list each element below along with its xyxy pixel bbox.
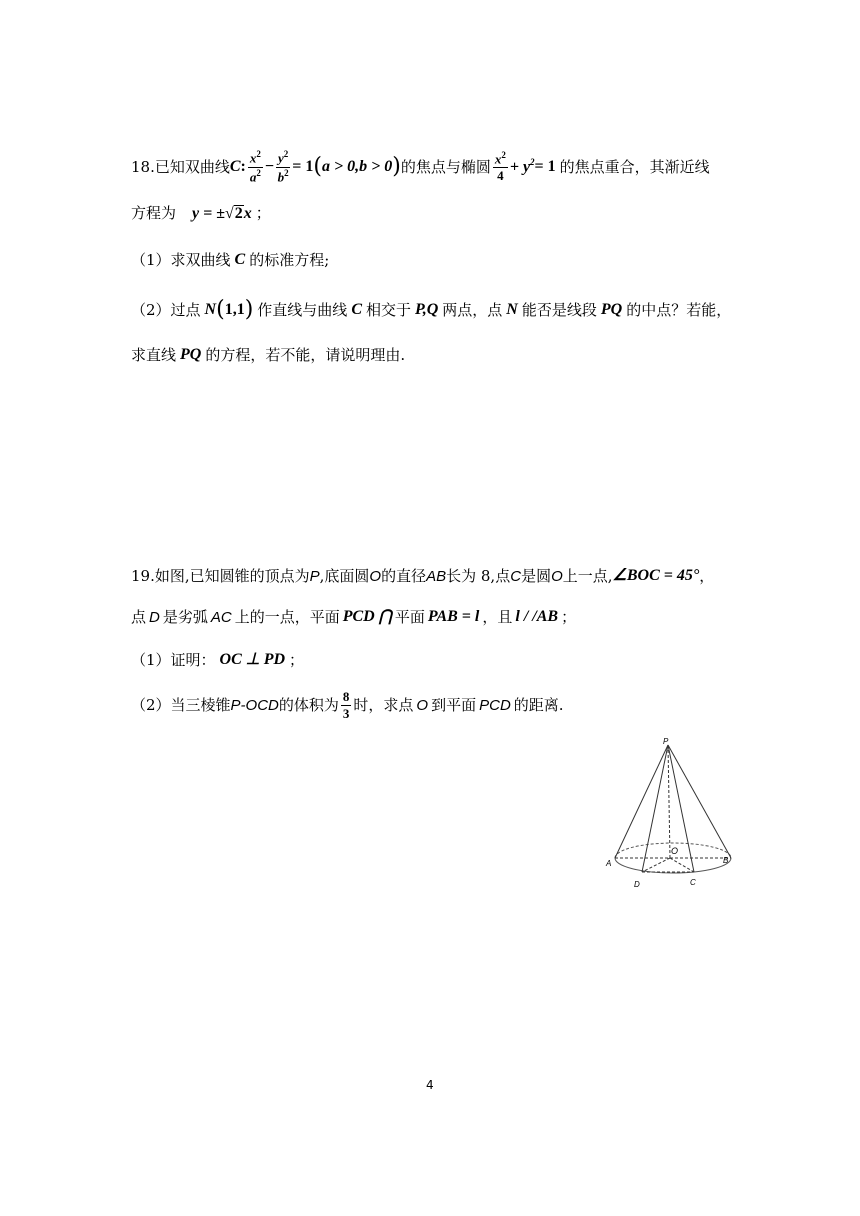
- edge-pa: [615, 745, 668, 858]
- q19-part1: （1）证明： OC ⊥ PD ；: [131, 650, 305, 669]
- q18-part2: （2）过点 N ( 1,1 ) 作直线与曲线 C 相交于 P,Q 两点，点 N 能否是线段 PQ 的中点？若能，: [131, 297, 732, 322]
- page-number: 4: [426, 1078, 434, 1092]
- fraction-x2-4: $\frac{x^2}{4}$: [494, 149, 506, 184]
- label-d: D: [634, 880, 640, 889]
- q18-part2-line2: 求直线 PQ 的方程，若不能，请说明理由.: [131, 345, 406, 364]
- base-ellipse-front: [615, 858, 731, 873]
- sqrt-2: √ 2: [225, 205, 243, 222]
- segment-oc: [670, 858, 694, 872]
- fraction-x2-a2: $\frac{x^2}{a^2}$: [249, 149, 261, 184]
- q19-line2: 点 D 是劣弧 AC 上的一点，平面 PCD ⋂ 平面 PAB = l ，且 l / /AB ；: [131, 607, 577, 626]
- height-po: [668, 745, 670, 858]
- label-a: A: [606, 859, 612, 868]
- cone-figure: [600, 735, 740, 895]
- q19-line1: 19.如图,已知圆锥的顶点为 P ,底面圆 O 的直径 AB 长为 8,点 C 是圆 O 上一点, ∠BOC = 45° ，: [131, 566, 715, 585]
- q18-line1: 18.已知双曲线 C : $\frac{x^2}{a^2}$ − $\frac{y^2}{b^2}$ = 1 ( a > 0,b > 0 ) 的焦点与椭圆 $\frac{x^2}{4}$ + $y^2$ = 1 的焦点重合，其渐近线: [131, 149, 710, 184]
- fraction-y2-b2: $\frac{y^2}{b^2}$: [277, 149, 289, 184]
- edge-pb: [668, 745, 731, 858]
- q19-part2: （2）当三棱锥 P-OCD 的体积为 $\frac{8}{3}$ 时，求点 O 到平面 PCD 的距离.: [131, 689, 564, 722]
- segment-od: [642, 858, 670, 872]
- q18-line2: 方程为 y = ± √ 2 x ；: [131, 204, 271, 222]
- label-b: B: [723, 856, 729, 865]
- q18-part1: （1）求双曲线 C 的标准方程;: [131, 250, 330, 269]
- fraction-8-3: $\frac{8}{3}$: [342, 689, 350, 722]
- label-c: C: [690, 878, 696, 887]
- edge-pd: [642, 745, 668, 872]
- label-o: O: [671, 846, 679, 856]
- label-p: P: [663, 737, 669, 746]
